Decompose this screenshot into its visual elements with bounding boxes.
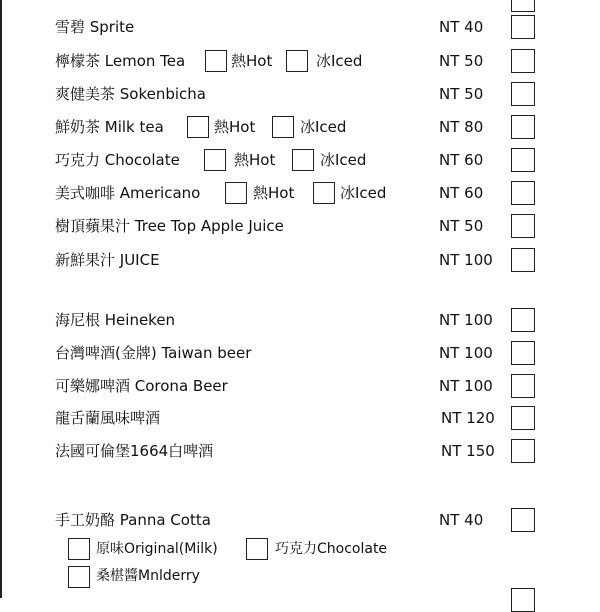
order-checkbox[interactable] (511, 82, 535, 106)
iced-checkbox[interactable] (313, 182, 335, 204)
iced-checkbox[interactable] (292, 149, 314, 171)
menu-item-price: NT 150 (441, 442, 495, 460)
menu-item-price: NT 50 (439, 52, 484, 70)
menu-item-price: NT 40 (439, 18, 484, 36)
menu-item-name: 台灣啤酒(金牌) Taiwan beer (55, 344, 252, 362)
menu-item-name: 新鮮果汁 JUICE (55, 251, 160, 269)
order-checkbox[interactable] (511, 15, 535, 39)
menu-item-price: NT 60 (439, 184, 484, 202)
order-checkbox[interactable] (511, 406, 535, 430)
order-checkbox[interactable] (511, 49, 535, 73)
order-checkbox[interactable] (511, 308, 535, 332)
menu-item-price: NT 40 (439, 511, 484, 529)
iced-checkbox[interactable] (272, 116, 294, 138)
hot-checkbox[interactable] (187, 116, 209, 138)
original-checkbox[interactable] (68, 538, 90, 560)
menu-item-price: NT 60 (439, 151, 484, 169)
menu-item-price: NT 100 (439, 311, 493, 329)
order-checkbox[interactable] (511, 439, 535, 463)
menu-item-name: 雪碧 Sprite (55, 18, 135, 36)
original-option-label: 原味Original(Milk) (96, 541, 218, 557)
order-checkbox[interactable] (511, 181, 535, 205)
menu-item-name: 鮮奶茶 Milk tea (55, 118, 164, 136)
mulberry-option-label: 桑椹醬Mnlderry (96, 568, 200, 584)
iced-option-label: 冰Iced (320, 151, 367, 169)
menu-item-price: NT 80 (439, 118, 484, 136)
chocolate-checkbox[interactable] (246, 538, 268, 560)
order-checkbox[interactable] (511, 341, 535, 365)
mulberry-checkbox[interactable] (68, 566, 90, 588)
menu-item-name: 法國可倫堡1664白啤酒 (55, 442, 214, 460)
menu-item-price: NT 50 (439, 85, 484, 103)
hot-checkbox[interactable] (204, 149, 226, 171)
hot-option-label: 熱Hot (231, 52, 273, 70)
order-checkbox[interactable] (511, 214, 535, 238)
menu-item-name: 龍舌蘭風味啤酒 (55, 409, 161, 427)
iced-option-label: 冰Iced (316, 52, 363, 70)
menu-item-price: NT 50 (439, 217, 484, 235)
menu-item-name: 檸檬茶 Lemon Tea (55, 52, 186, 70)
order-checkbox[interactable] (511, 115, 535, 139)
menu-item-price: NT 120 (441, 409, 495, 427)
iced-option-label: 冰Iced (300, 118, 347, 136)
hot-option-label: 熱Hot (234, 151, 276, 169)
menu-item-name: 爽健美茶 Sokenbicha (55, 85, 206, 103)
menu-item-price: NT 100 (439, 251, 493, 269)
menu-item-name: 海尼根 Heineken (55, 311, 176, 329)
order-checkbox[interactable] (511, 248, 535, 272)
menu-item-name: 可樂娜啤酒 Corona Beer (55, 377, 228, 395)
iced-checkbox[interactable] (286, 50, 308, 72)
order-checkbox[interactable] (511, 508, 535, 532)
hot-option-label: 熱Hot (214, 118, 256, 136)
menu-item-name: 美式咖啡 Americano (55, 184, 201, 202)
cut-off-checkbox[interactable] (511, 588, 535, 612)
menu-item-name: 手工奶酪 Panna Cotta (55, 511, 211, 529)
menu-item-price: NT 100 (439, 377, 493, 395)
menu-item-name: 巧克力 Chocolate (55, 151, 180, 169)
hot-option-label: 熱Hot (253, 184, 295, 202)
order-checkbox[interactable] (511, 148, 535, 172)
cut-off-checkbox[interactable] (511, 0, 535, 12)
chocolate-option-label: 巧克力Chocolate (275, 541, 388, 557)
menu-item-price: NT 100 (439, 344, 493, 362)
menu-item-name: 樹頂蘋果汁 Tree Top Apple Juice (55, 217, 284, 235)
iced-option-label: 冰Iced (340, 184, 387, 202)
hot-checkbox[interactable] (205, 50, 227, 72)
order-checkbox[interactable] (511, 374, 535, 398)
hot-checkbox[interactable] (225, 182, 247, 204)
